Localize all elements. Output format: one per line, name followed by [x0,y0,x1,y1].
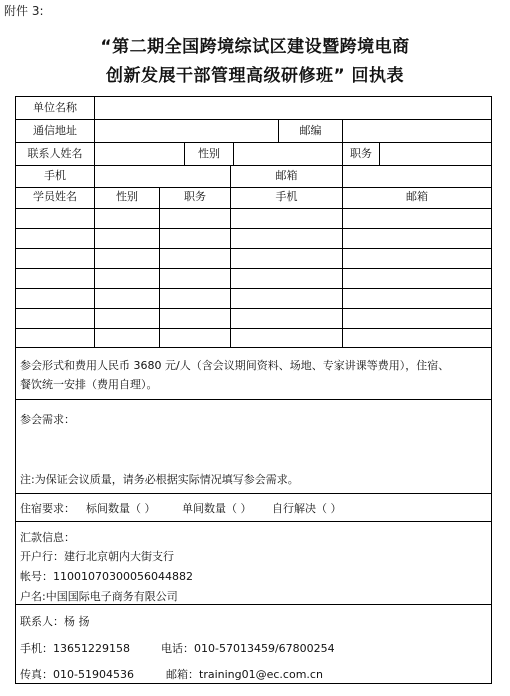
student-row[interactable] [16,289,491,308]
contact-name-label: 联系人姓名 [27,147,83,160]
student-row[interactable] [16,269,491,288]
payment-bank: 开户行：建行北京朝内大街支行 [20,550,174,563]
contact-gender-field[interactable] [234,145,341,163]
student-header-email: 邮箱 [406,190,428,203]
contact-position-label: 职务 [350,147,372,160]
unit-name-field[interactable] [95,99,491,117]
student-row[interactable] [16,329,491,347]
form-title-line-1: “第二期全国跨境综试区建设暨跨境电商 [100,37,410,57]
contact-mobile-label: 手机 [44,169,66,182]
student-header-position: 职务 [184,190,206,203]
lodging-standard-room[interactable]: 标间数量（ ） [86,502,156,515]
payment-title: 汇款信息： [20,531,75,544]
postcode-label: 邮编 [299,124,322,137]
form-title-line-2: 创新发展干部管理高级研修班” 回执表 [105,66,405,86]
payment-holder: 户名:中国国际电子商务有限公司 [20,590,178,603]
fee-description-line-1: 参会形式和费用人民币 3680 元/人（含会议期间资料、场地、专家讲课等费用），住宿、 [20,359,450,372]
payment-account: 帐号：11001070300056044882 [20,570,193,583]
registration-form [15,96,492,684]
fee-description-line-2: 餐饮统一安排（费用自理）。 [20,378,158,391]
contact-phone: 电话：010-57013459/67800254 [161,642,335,655]
student-header-mobile: 手机 [275,190,298,203]
student-header-gender: 性别 [116,190,138,203]
contact-person: 联系人：杨 扬 [20,615,90,628]
contact-gender-label: 性别 [198,147,220,160]
lodging-self-arranged[interactable]: 自行解决（ ） [272,502,342,515]
student-row[interactable] [16,249,491,268]
needs-note: 注:为保证会议质量，请务必根据实际情况填写参会需求。 [20,473,299,486]
attachment-label: 附件 3: [4,4,44,18]
contact-fax: 传真：010-51904536 [20,668,134,681]
postcode-field[interactable] [343,122,491,140]
contact-mobile: 手机：13651229158 [20,642,130,655]
contact-name-field[interactable] [95,145,183,163]
student-row[interactable] [16,309,491,328]
contact-email-field[interactable] [343,167,491,185]
lodging-label: 住宿要求： [20,502,75,515]
student-header-name: 学员姓名 [33,190,77,203]
needs-label: 参会需求： [20,413,75,426]
needs-field[interactable] [20,429,486,465]
contact-email[interactable]: 邮箱：training01@ec.com.cn [166,668,323,681]
student-row[interactable] [16,209,491,228]
unit-name-label: 单位名称 [33,101,77,114]
contact-mobile-field[interactable] [95,167,229,185]
contact-position-field[interactable] [380,145,491,163]
address-label: 通信地址 [33,124,77,137]
student-row[interactable] [16,229,491,248]
address-field[interactable] [95,122,277,140]
contact-email-label: 邮箱 [275,169,298,182]
lodging-single-room[interactable]: 单间数量（ ） [182,502,252,515]
